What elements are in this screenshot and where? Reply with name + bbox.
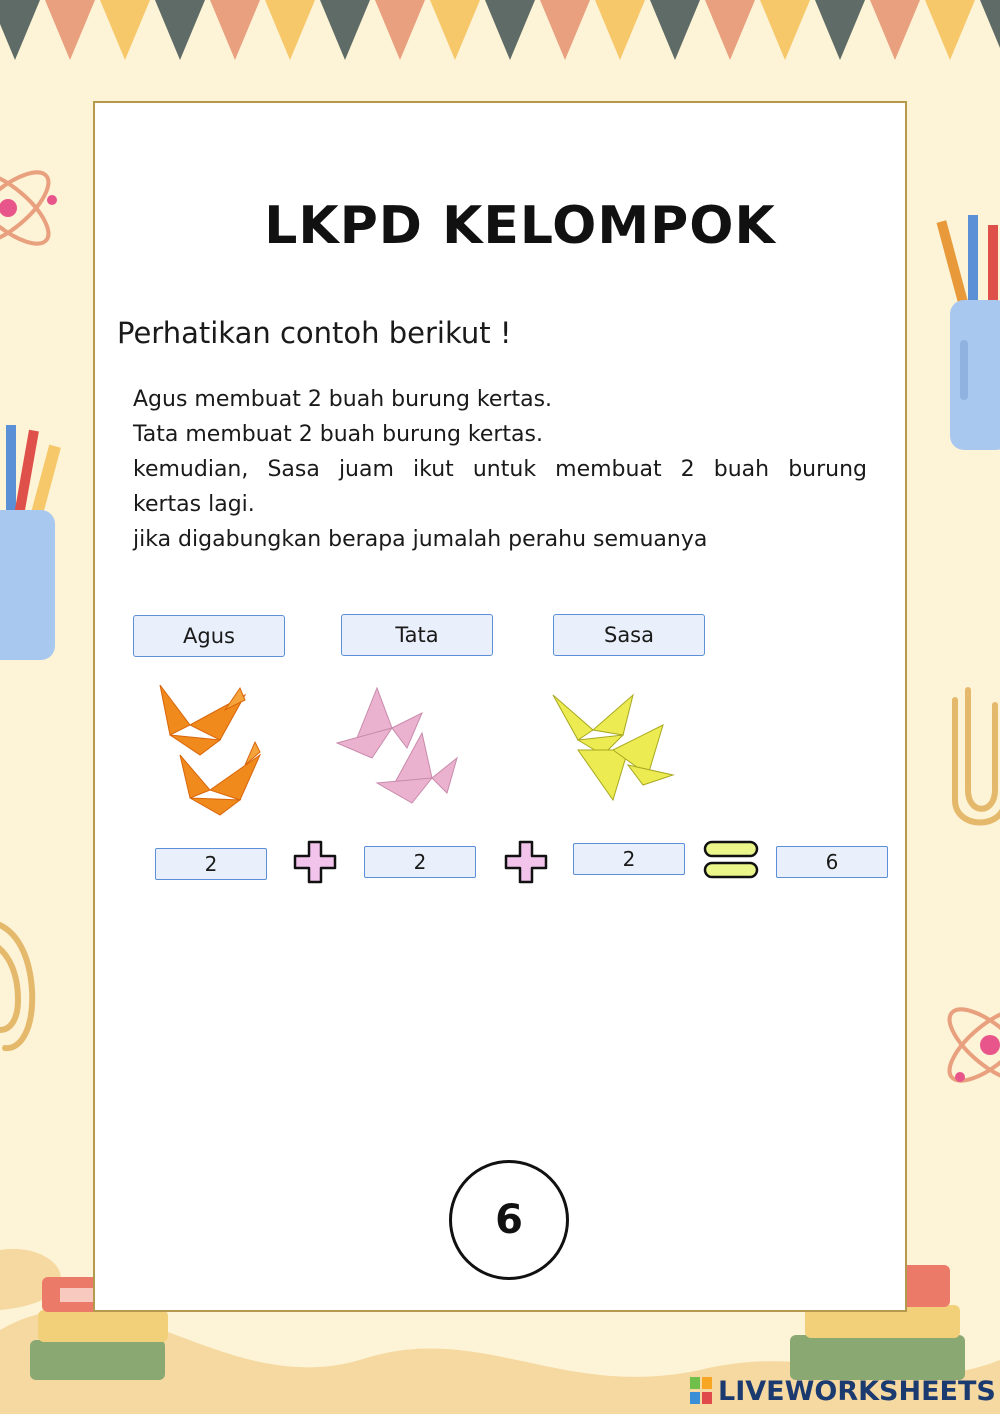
story-line: kemudian, Sasa juam ikut untuk membuat 2 buah burung xyxy=(133,457,867,482)
story-line: Tata membuat 2 buah burung kertas. xyxy=(133,422,543,447)
brand-text: LIVEWORKSHEETS xyxy=(718,1375,996,1407)
equals-icon xyxy=(703,839,759,881)
pink-crane-icon xyxy=(332,683,462,808)
count-box-tata[interactable]: 2 xyxy=(364,846,476,878)
story-line: kertas lagi. xyxy=(133,492,255,517)
page-number: 6 xyxy=(449,1160,569,1280)
plus-icon xyxy=(503,839,549,885)
count-box-agus[interactable]: 2 xyxy=(155,848,267,880)
orange-crane-icon xyxy=(150,680,270,820)
instruction-text: Perhatikan contoh berikut ! xyxy=(117,316,512,350)
plus-icon xyxy=(292,839,338,885)
name-box-tata: Tata xyxy=(341,614,493,656)
pencil-jar-icon xyxy=(0,425,61,660)
page-title: LKPD KELOMPOK xyxy=(264,196,776,256)
bunting-decoration xyxy=(0,0,1000,60)
story-text xyxy=(133,382,867,557)
count-box-sasa[interactable]: 2 xyxy=(573,843,685,875)
paper-clip-icon xyxy=(0,925,32,1048)
story-line: jika digabungkan berapa jumalah perahu semuanya xyxy=(133,527,708,552)
atom-icon xyxy=(939,998,1000,1093)
liveworksheets-logo-icon xyxy=(690,1377,712,1405)
paper-clip-icon xyxy=(955,690,1000,823)
answer-box[interactable]: 6 xyxy=(776,846,888,878)
liveworksheets-brand xyxy=(690,1374,996,1408)
yellow-crane-icon xyxy=(548,690,678,805)
story-line: Agus membuat 2 buah burung kertas. xyxy=(133,387,553,412)
name-box-agus: Agus xyxy=(133,615,285,657)
name-box-sasa: Sasa xyxy=(553,614,705,656)
